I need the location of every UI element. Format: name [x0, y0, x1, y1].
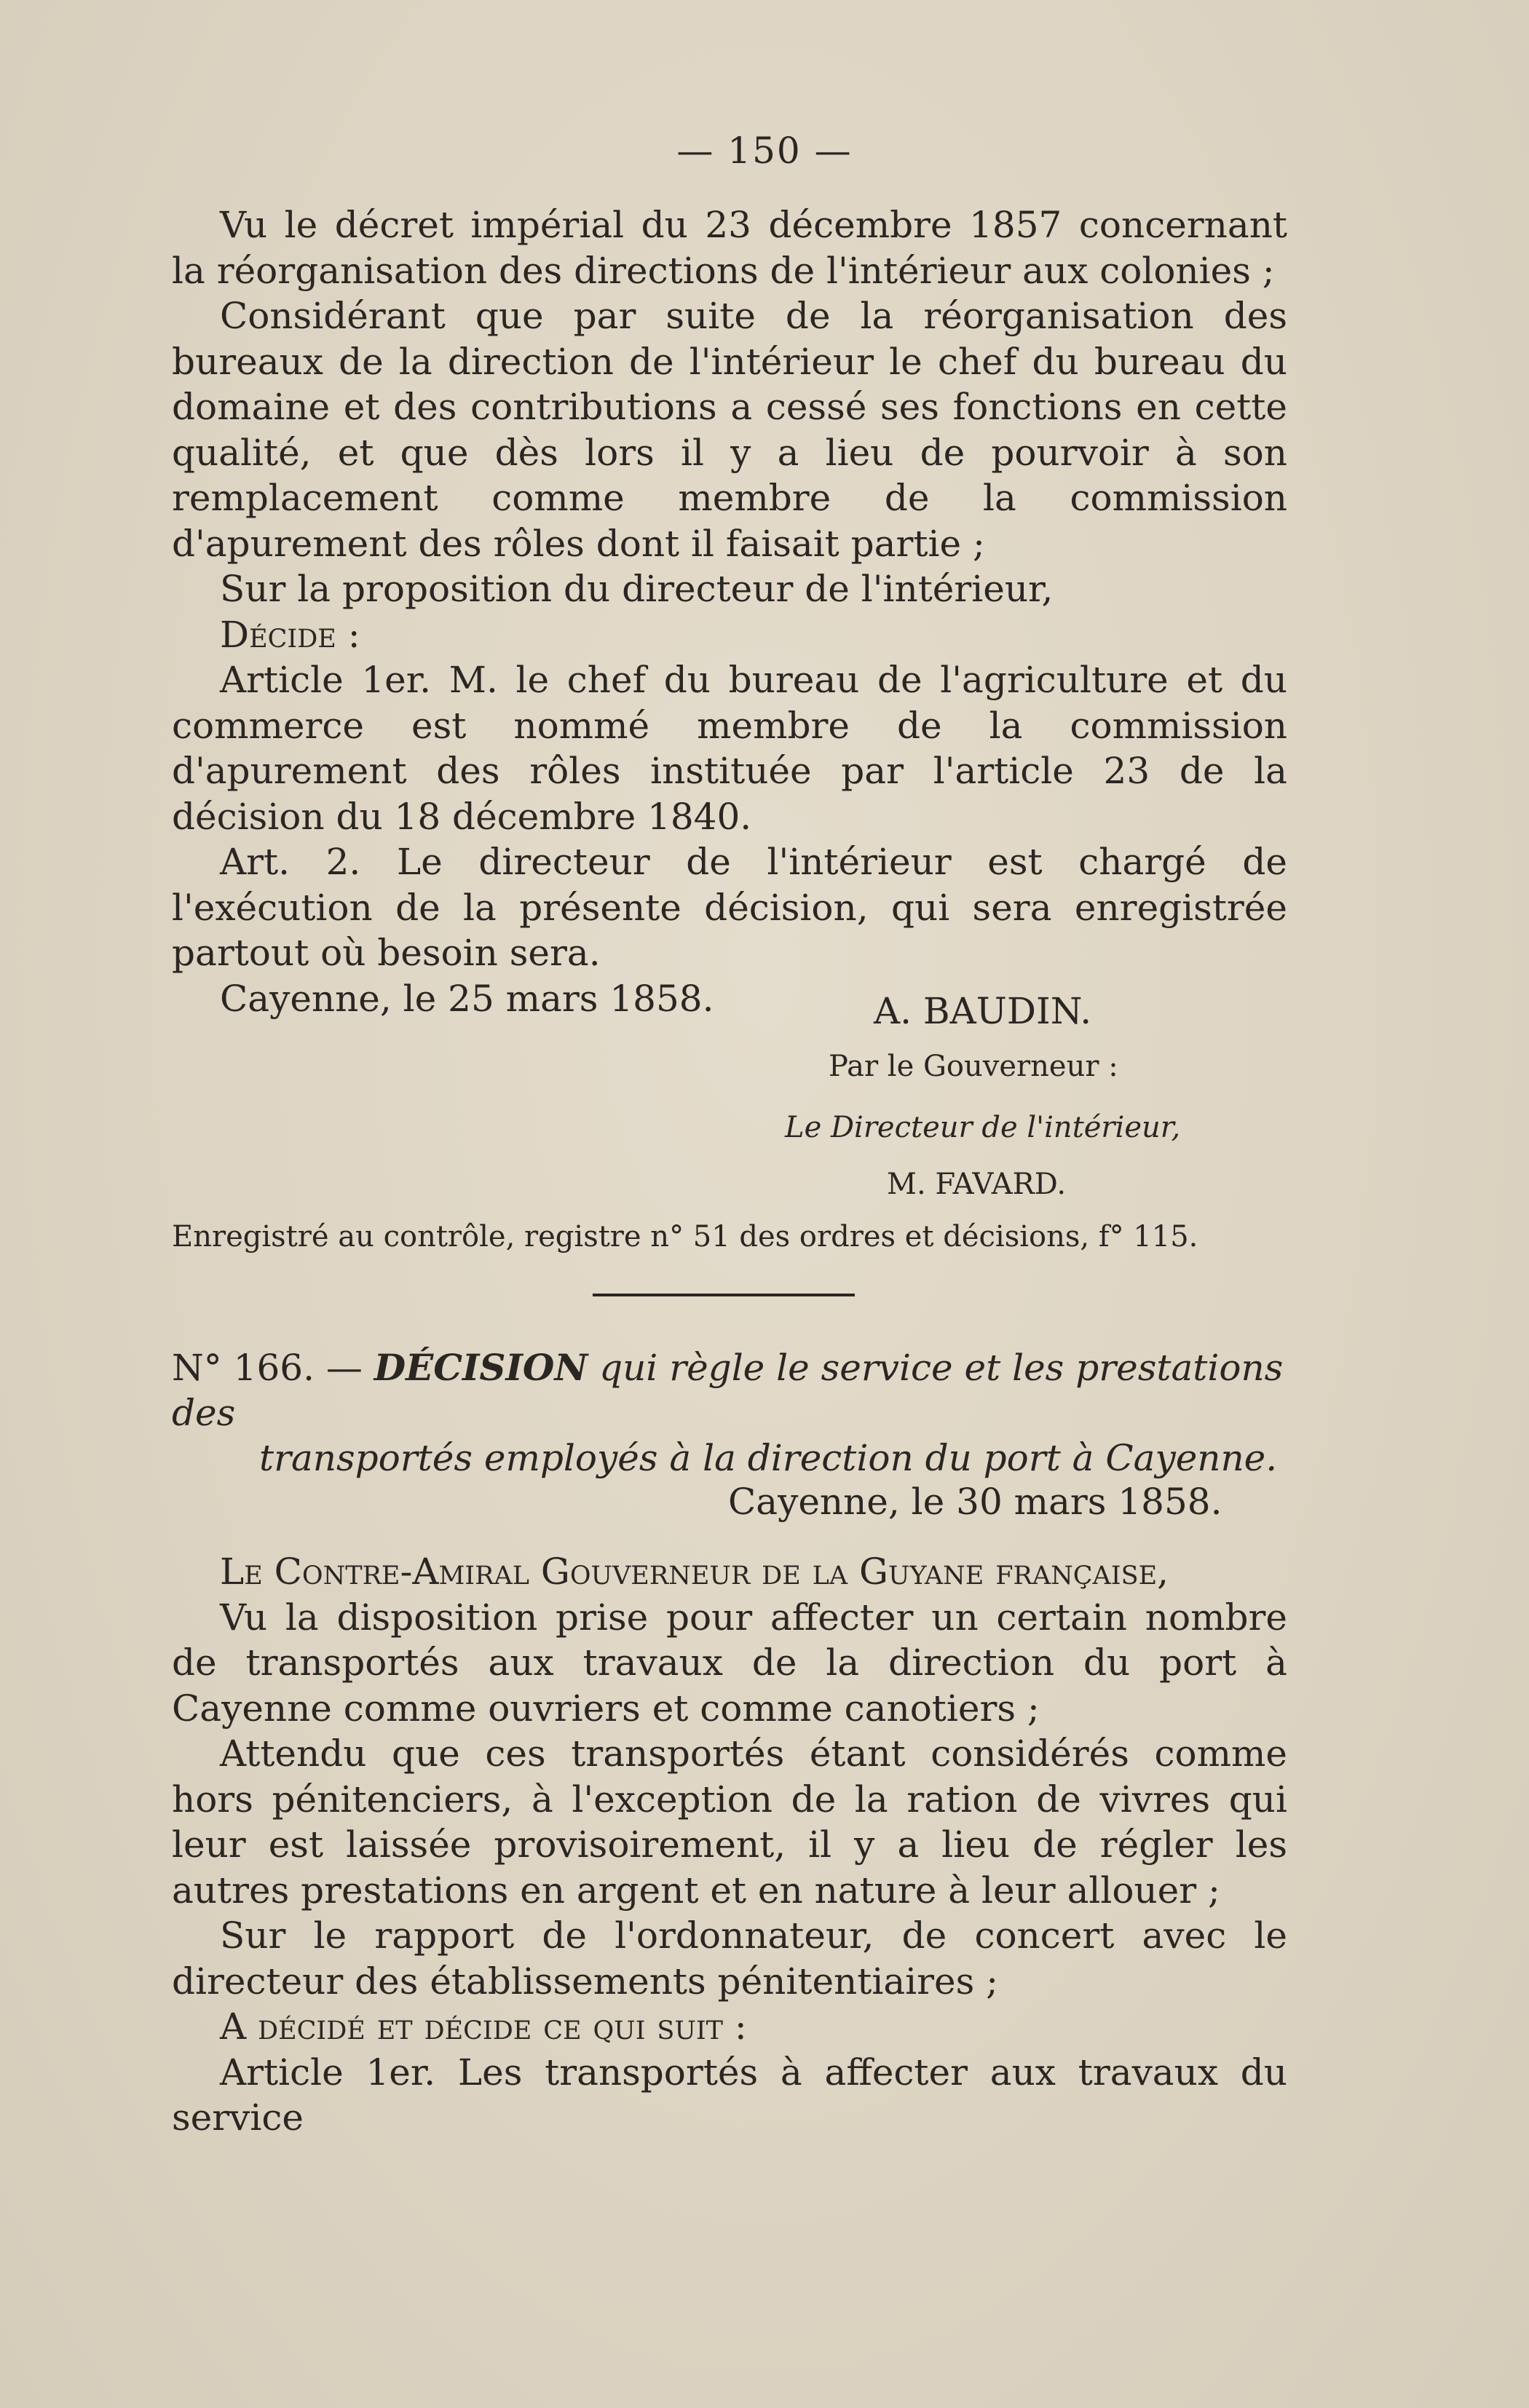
par-le-gouverneur: Par le Gouverneur :: [829, 1050, 1118, 1083]
signature-favard: M. FAVARD.: [887, 1168, 1067, 1201]
decision-number: N° 166. —: [172, 1347, 363, 1389]
a-decide-label: A décidé et décide ce qui suit :: [220, 2005, 747, 2048]
decide-label: Décide :: [220, 613, 360, 656]
heading-line-2: transportés employés à la direction du port à Cayenne.: [259, 1437, 1278, 1479]
decision-166-body: [172, 1549, 1287, 2141]
decision-165-body: [172, 202, 1287, 1021]
paragraph-sur-proposition: Sur la proposition du directeur de l'intérieur,: [220, 568, 1054, 610]
page-number: — 150 —: [676, 130, 853, 172]
paragraph-vu-disposition: Vu la disposition prise pour affecter un certain nombre de transportés aux travaux de la direction du port à Cayenne comme ouvriers et comme canotiers ;: [172, 1596, 1287, 1730]
paragraph-sur-rapport: Sur le rapport de l'ordonnateur, de concert avec le directeur des établissements pénitentiaires ;: [172, 1914, 1287, 2003]
decision-title-word: DÉCISION: [374, 1346, 588, 1389]
section-divider: [593, 1294, 855, 1296]
directeur-title: Le Directeur de l'intérieur,: [785, 1111, 1181, 1144]
place-date: Cayenne, le 25 mars 1858.: [220, 977, 714, 1020]
article-2: Art. 2. Le directeur de l'intérieur est chargé de l'exécution de la présente décision, qui sera enregistrée partout où besoin sera.: [172, 841, 1287, 974]
signature-baudin: A. BAUDIN.: [874, 990, 1092, 1032]
paragraph-attendu: Attendu que ces transportés étant considérés comme hors pénitenciers, à l'exception de la ration de vivres qui leur est laissée provisoirement, il y a lieu de régler les autres prestations en argent et en nature à leur allouer ;: [172, 1732, 1287, 1912]
article-1-start: Article 1er. Les transportés à affecter aux travaux du service: [172, 2051, 1287, 2139]
decision-title-rest: qui règle le service et les prestations des: [172, 1347, 1284, 1434]
decision-166-dateline: Cayenne, le 30 mars 1858.: [728, 1481, 1222, 1523]
paragraph-vu-decret: Vu le décret impérial du 23 décembre 1857 concernant la réorganisation des directions de l'intérieur aux colonies ;: [172, 204, 1287, 292]
opening-line: Le Contre-Amiral Gouverneur de la Guyane française,: [220, 1550, 1169, 1593]
heading-line-1: [172, 1345, 1287, 1435]
article-1-label: Article 1er.: [220, 659, 432, 701]
article-1-text: M. le chef du bureau de l'agriculture et du commerce est nommé membre de la commission d'apurement des rôles instituée par l'article 23 de la décision du 18 décembre 1840.: [172, 659, 1287, 838]
registration-note: Enregistré au contrôle, registre n° 51 des ordres et décisions, f° 115.: [172, 1220, 1198, 1253]
article-1: [172, 657, 1287, 839]
decision-166-heading: [172, 1345, 1287, 1481]
paragraph-considerant: Considérant que par suite de la réorganisation des bureaux de la direction de l'intérieur le chef du bureau du domaine et des contributions a cessé ses fonctions en cette qualité, et que dès lors il y a lieu de pourvoir à son remplacement comme membre de la commission d'apurement des rôles dont il faisait partie ;: [172, 295, 1287, 565]
